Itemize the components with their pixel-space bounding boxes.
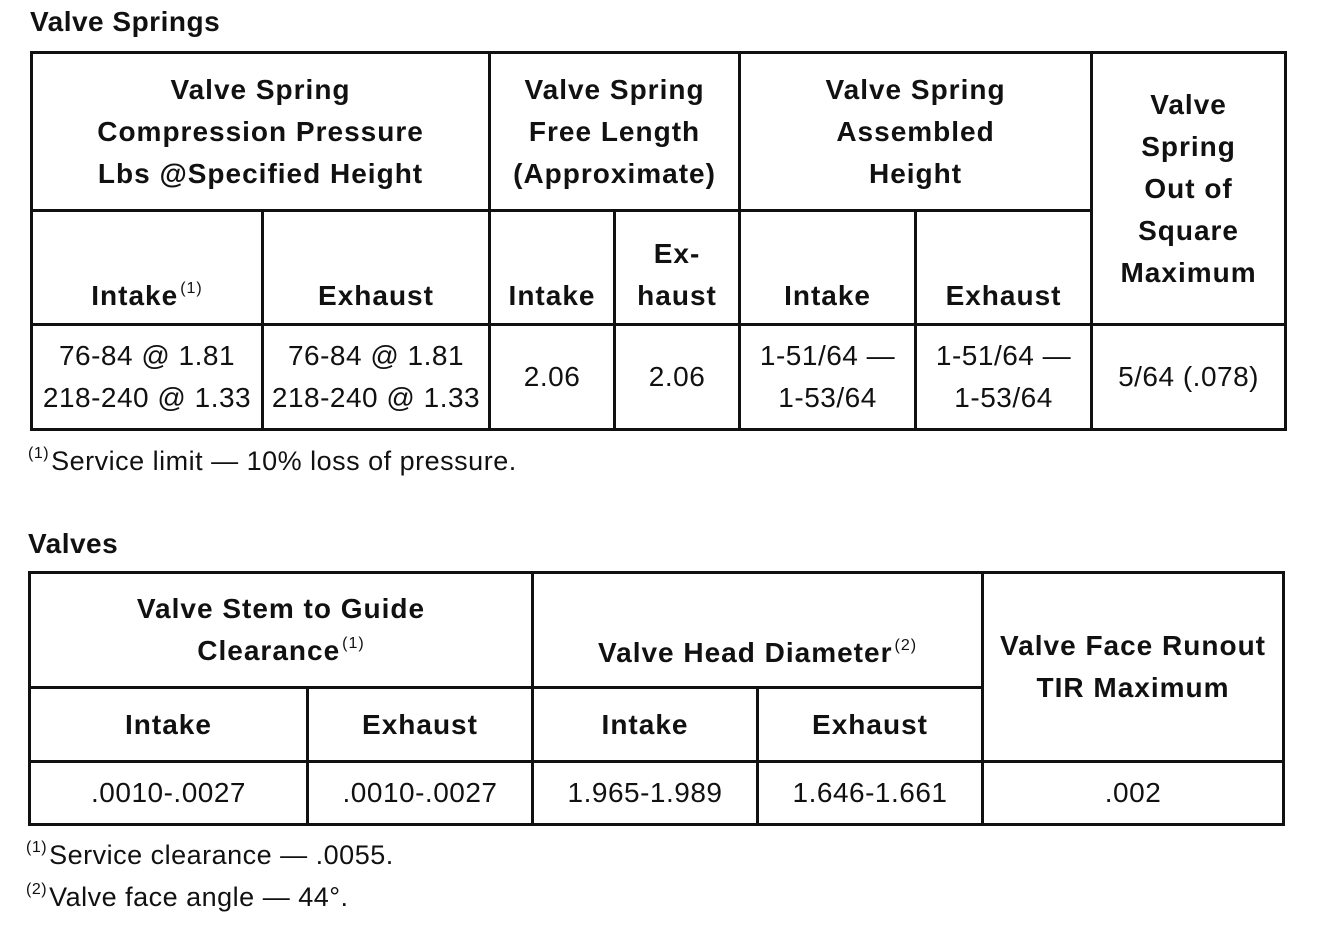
valves-footnote-2: $^{(2)}$Valve face angle — 44°.	[26, 881, 349, 912]
header-valve-head-diameter: Valve Head Diameter $^{(2)}$	[533, 573, 983, 688]
cell-free-length-intake: 2.06	[490, 325, 615, 430]
subheader-stem-exhaust: Exhaust	[308, 688, 533, 762]
cell-compression-exhaust: 76-84 @ 1.81 218-240 @ 1.33	[263, 325, 490, 430]
subheader-assembled-intake: Intake	[740, 211, 916, 325]
table-row	[30, 762, 1284, 825]
valves-table	[28, 571, 1285, 826]
header-free-length: Valve Spring Free Length (Approximate)	[490, 53, 740, 211]
valve-springs-title: Valve Springs	[30, 6, 221, 37]
subheader-compression-exhaust: Exhaust	[263, 211, 490, 325]
footnote-mark: (1)	[342, 635, 365, 652]
footnote-mark: (2)	[894, 637, 918, 654]
footnote-mark: (1)	[28, 445, 50, 462]
footnote-mark: (1)	[26, 839, 48, 856]
header-out-of-square: Valve Spring Out of Square Maximum	[1092, 53, 1286, 325]
cell-out-of-square: 5/64 (.078)	[1092, 325, 1286, 430]
header-face-runout: Valve Face Runout TIR Maximum	[983, 573, 1284, 762]
valves-footnote-1: $^{(1)}$Service clearance — .0055.	[26, 839, 394, 870]
cell-assembled-intake: 1-51/64 — 1-53/64	[740, 325, 916, 430]
subheader-stem-intake: Intake	[30, 688, 308, 762]
cell-head-intake: 1.965-1.989	[533, 762, 758, 825]
table-row	[32, 325, 1286, 430]
subheader-free-length-intake: Intake	[490, 211, 615, 325]
cell-face-runout: .002	[983, 762, 1284, 825]
cell-compression-intake: 76-84 @ 1.81 218-240 @ 1.33	[32, 325, 263, 430]
header-compression-pressure: Valve Spring Compression Pressure Lbs @Specified Height	[32, 53, 490, 211]
subheader-compression-intake: Intake $^{(1)}$	[32, 211, 263, 325]
valves-title: Valves	[28, 528, 119, 559]
subheader-assembled-exhaust: Exhaust	[916, 211, 1092, 325]
subheader-free-length-exhaust: Ex- haust	[615, 211, 740, 325]
subheader-head-intake: Intake	[533, 688, 758, 762]
cell-stem-exhaust: .0010-.0027	[308, 762, 533, 825]
header-assembled-height: Valve Spring Assembled Height	[740, 53, 1092, 211]
footnote-mark: (2)	[26, 881, 48, 898]
cell-head-exhaust: 1.646-1.661	[758, 762, 983, 825]
valve-springs-table	[30, 51, 1287, 431]
cell-free-length-exhaust: 2.06	[615, 325, 740, 430]
subheader-head-exhaust: Exhaust	[758, 688, 983, 762]
cell-stem-intake: .0010-.0027	[30, 762, 308, 825]
footnote-mark: (1)	[180, 280, 203, 297]
cell-assembled-exhaust: 1-51/64 — 1-53/64	[916, 325, 1092, 430]
valve-springs-footnote: $^{(1)}$Service limit — 10% loss of pressure.	[28, 445, 517, 476]
header-stem-to-guide-clearance: Valve Stem to Guide Clearance $^{(1)}$	[30, 573, 533, 688]
